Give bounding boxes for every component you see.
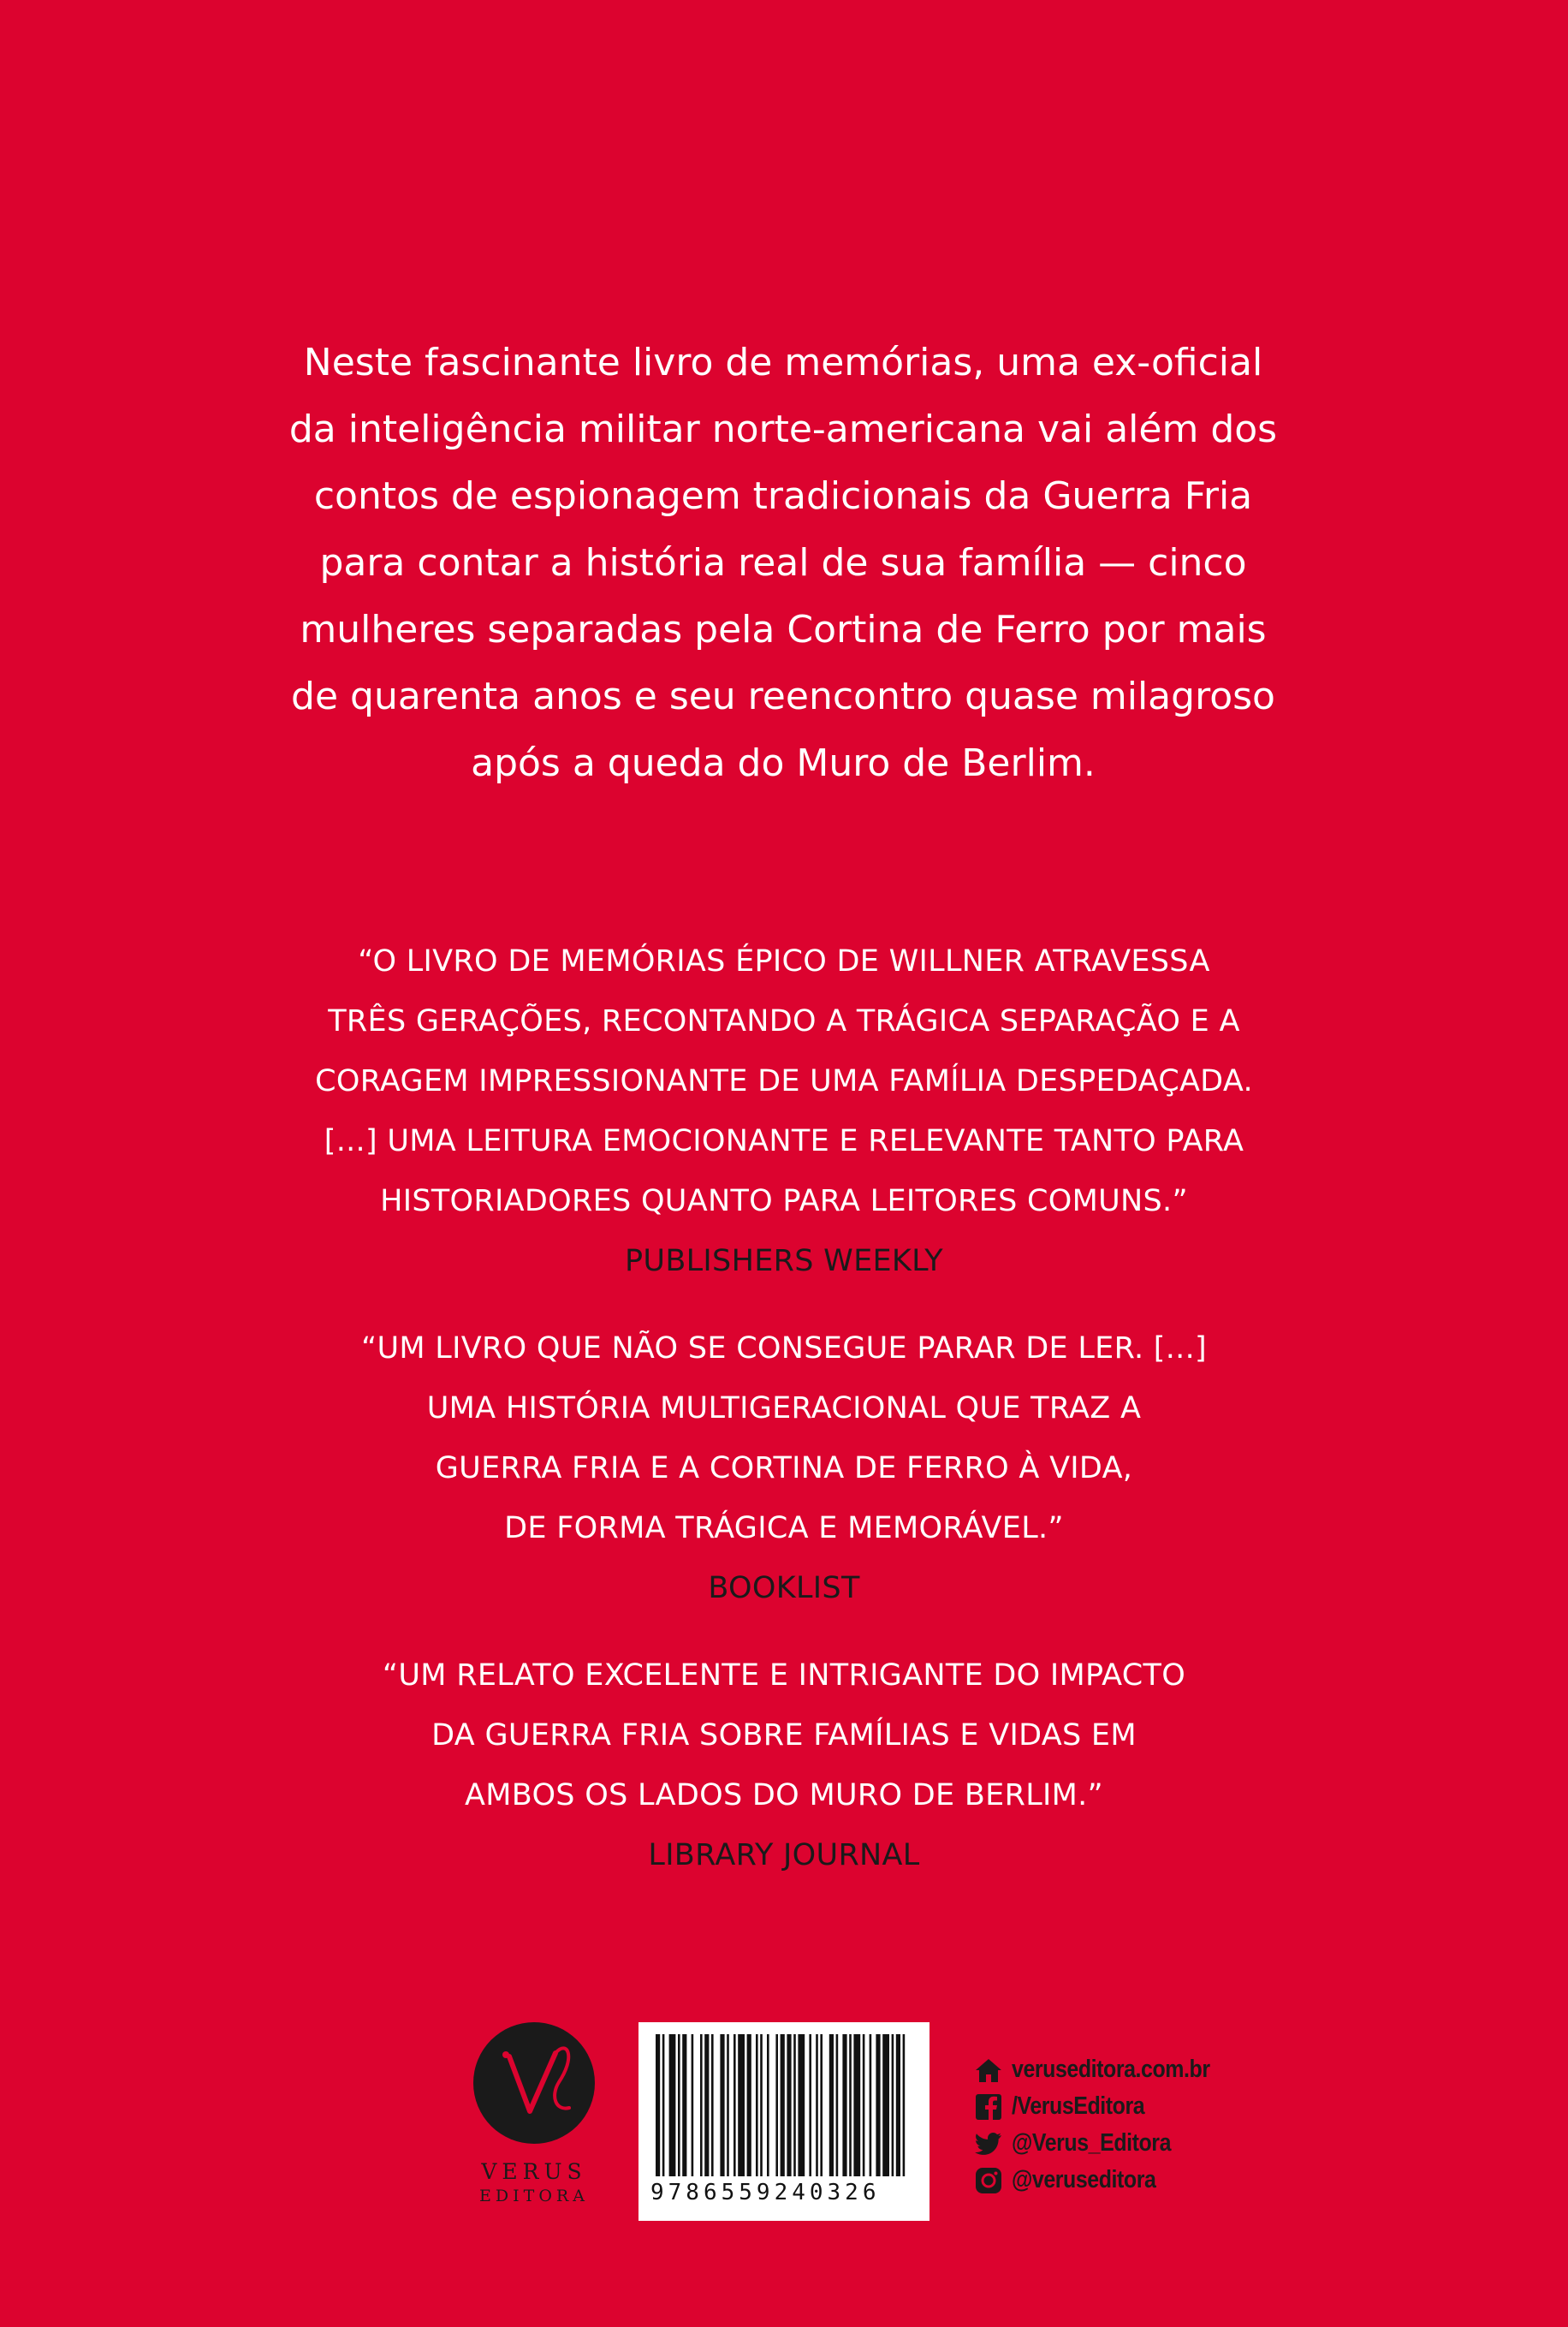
barcode-bar — [787, 2034, 791, 2176]
barcode-bar — [682, 2034, 686, 2176]
barcode-bar — [863, 2034, 865, 2176]
barcode-bar — [747, 2034, 751, 2176]
quote-line: “UM RELATO EXCELENTE E INTRIGANTE DO IMPACTO — [382, 1658, 1186, 1693]
contact-twitter[interactable] — [974, 2125, 1242, 2162]
barcode-bar — [849, 2034, 852, 2176]
isbn-number: 9786559240326 — [650, 2180, 881, 2205]
synopsis-line: mulheres separadas pela Cortina de Ferro por mais — [300, 608, 1267, 652]
publisher-name: VERUS — [481, 2159, 587, 2184]
contact-facebook[interactable] — [974, 2088, 1242, 2125]
review-quote-library-journal — [223, 1646, 1345, 1885]
contact-instagram-text: @veruseditora — [1012, 2166, 1156, 2193]
barcode-bar — [793, 2034, 796, 2176]
barcode-bar — [870, 2034, 872, 2176]
barcode-bar — [876, 2034, 880, 2176]
contact-website[interactable] — [974, 2051, 1242, 2088]
synopsis-line: após a queda do Muro de Berlim. — [471, 741, 1096, 785]
barcode-bar — [662, 2034, 665, 2176]
barcode-bar — [756, 2034, 758, 2176]
barcode-bar — [882, 2034, 889, 2176]
barcode-bar — [798, 2034, 805, 2176]
review-quote-booklist — [223, 1318, 1345, 1618]
home-icon — [974, 2056, 1003, 2085]
contact-facebook-text: /VerusEditora — [1012, 2092, 1145, 2120]
barcode-bar — [836, 2034, 839, 2176]
isbn-barcode — [638, 2022, 930, 2221]
quote-line: [...] UMA LEITURA EMOCIONANTE E RELEVANTE TANTO PARA — [324, 1124, 1244, 1158]
quote-line: CORAGEM IMPRESSIONANTE DE UMA FAMÍLIA DESPEDAÇADA. — [315, 1064, 1253, 1098]
quote-line: TRÊS GERAÇÕES, RECONTANDO A TRÁGICA SEPARAÇÃO E A — [328, 1004, 1240, 1039]
barcode-bar — [820, 2034, 823, 2176]
barcode-bar — [760, 2034, 763, 2176]
barcode-bar — [903, 2034, 906, 2176]
barcode-bar — [892, 2034, 894, 2176]
barcode-bar — [781, 2034, 785, 2176]
barcode-bar — [767, 2034, 769, 2176]
quote-line: DE FORMA TRÁGICA E MEMORÁVEL.” — [504, 1511, 1064, 1545]
quote-line: “UM LIVRO QUE NÃO SE CONSEGUE PARAR DE LER. [...] — [361, 1331, 1207, 1366]
barcode-bar — [711, 2034, 714, 2176]
publisher-subtitle: EDITORA — [479, 2187, 589, 2205]
quote-source: LIBRARY JOURNAL — [648, 1838, 920, 1872]
barcode-bar — [727, 2034, 729, 2176]
barcode-bar — [700, 2034, 703, 2176]
synopsis — [240, 330, 1327, 797]
quote-source: PUBLISHERS WEEKLY — [625, 1244, 943, 1278]
contact-twitter-text: @Verus_Editora — [1012, 2129, 1172, 2157]
barcode-bar — [896, 2034, 900, 2176]
barcode-bar — [829, 2034, 834, 2176]
barcode-bar — [704, 2034, 709, 2176]
barcode-bar — [669, 2034, 676, 2176]
facebook-icon — [974, 2092, 1003, 2122]
publisher-monogram-icon — [473, 2022, 595, 2144]
barcode-bar — [775, 2034, 778, 2176]
quote-line: UMA HISTÓRIA MULTIGERACIONAL QUE TRAZ A — [426, 1391, 1142, 1425]
synopsis-line: contos de espionagem tradicionais da Guerra Fria — [313, 474, 1253, 518]
barcode-bar — [656, 2034, 660, 2176]
publisher-contacts — [974, 2051, 1242, 2199]
quote-line: AMBOS OS LADOS DO MURO DE BERLIM.” — [465, 1778, 1103, 1812]
contact-instagram[interactable] — [974, 2162, 1242, 2199]
review-quote-publishers-weekly — [223, 931, 1345, 1291]
barcode-bar — [734, 2034, 736, 2176]
synopsis-line: para contar a história real de sua família — cinco — [319, 541, 1247, 585]
contact-website-text: veruseditora.com.br — [1012, 2056, 1210, 2083]
quote-source: BOOKLIST — [708, 1571, 860, 1605]
quote-line: GUERRA FRIA E A CORTINA DE FERRO À VIDA, — [435, 1451, 1133, 1485]
quote-line: DA GUERRA FRIA SOBRE FAMÍLIAS E VIDAS EM — [431, 1718, 1137, 1753]
instagram-icon — [974, 2166, 1003, 2195]
barcode-bar — [720, 2034, 724, 2176]
barcode-bar — [738, 2034, 745, 2176]
publisher-logo — [469, 2022, 599, 2207]
barcode-bars — [652, 2034, 916, 2176]
synopsis-line: da inteligência militar norte-americana vai além dos — [288, 408, 1278, 451]
quote-line: HISTORIADORES QUANTO PARA LEITORES COMUNS.” — [380, 1184, 1188, 1218]
barcode-bar — [842, 2034, 846, 2176]
quote-line: “O LIVRO DE MEMÓRIAS ÉPICO DE WILLNER ATRAVESSA — [358, 944, 1210, 979]
barcode-bar — [853, 2034, 860, 2176]
barcode-bar — [809, 2034, 811, 2176]
barcode-bar — [678, 2034, 680, 2176]
synopsis-line: Neste fascinante livro de memórias, uma ex-oficial — [303, 341, 1263, 384]
twitter-icon — [974, 2129, 1003, 2158]
barcode-bar — [692, 2034, 694, 2176]
barcode-bar — [816, 2034, 818, 2176]
synopsis-line: de quarenta anos e seu reencontro quase milagroso — [291, 675, 1275, 718]
